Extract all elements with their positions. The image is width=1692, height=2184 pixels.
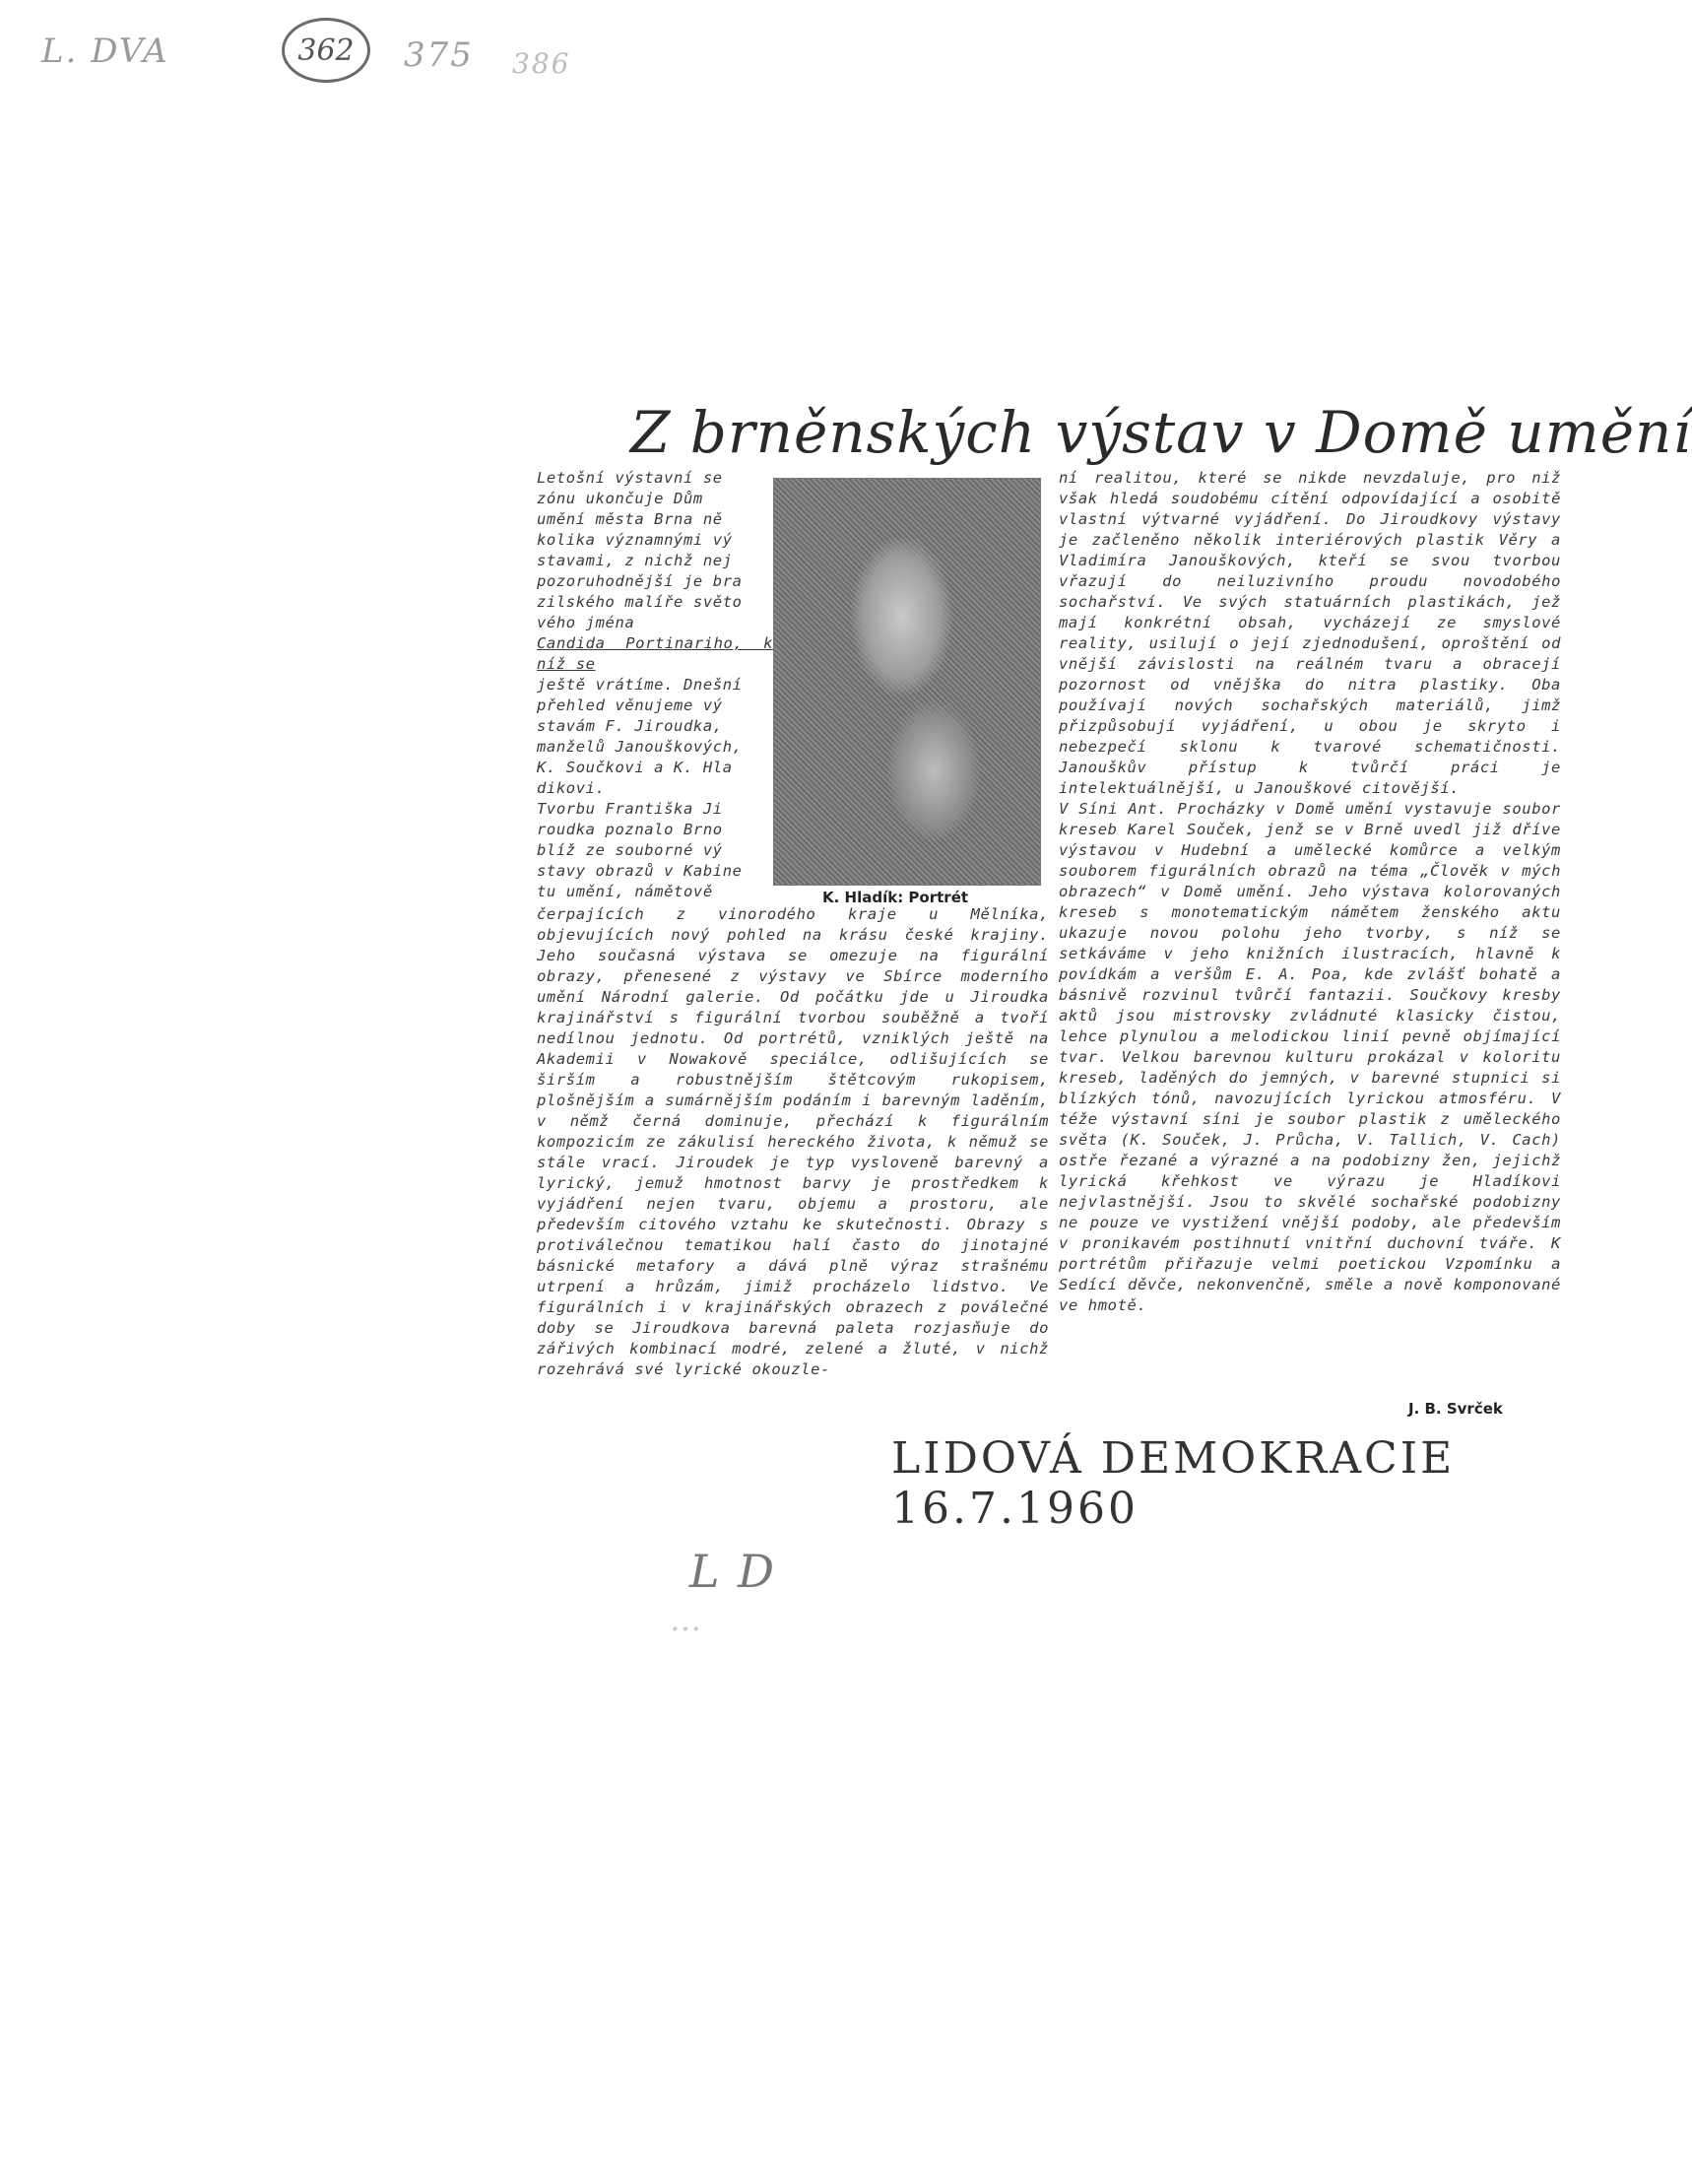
text-line: dikovi. [537,779,606,797]
text-line: blíž ze souborné vý [537,841,723,859]
portrait-photo [773,478,1041,886]
circled-number-mark [282,18,370,83]
text-fragment: vého jména [537,614,635,631]
author-signature: J. B. Svrček [1408,1400,1503,1418]
text-line: K. Součkovi a K. Hla [537,759,733,776]
handwritten-source-note: LIDOVÁ DEMOKRACIE 16.7.1960 [891,1433,1456,1534]
text-line: přehled věnujeme vý [537,696,723,714]
article-column-left-bottom [537,904,1049,1380]
text-line: stavami, z nichž nej [537,552,733,569]
text-line: Tvorbu Františka Ji [537,800,723,818]
circled-number: 362 [297,33,355,68]
text-line: stavy obrazů v Kabine [537,862,743,880]
handwritten-initials: L D [689,1545,777,1598]
text-line: Letošní výstavní se [537,469,723,487]
text-line: zilského malíře světo [537,593,743,611]
handwritten-mark-top: L. DVA [41,32,169,71]
text-line: zónu ukončuje Dům [537,490,703,507]
text-line: ještě vrátíme. Dnešní [537,676,743,694]
text-line: kolika významnými vý [537,531,733,549]
article-column-left-top [537,468,773,902]
article-column-right [1059,468,1561,1316]
handwritten-number-mark: 375 [404,35,474,75]
article-paragraph: čerpajících z vinorodého kraje u Mělníka, objevujících nový pohled na krásu české krajiny. Jeho současná výstava se omezuje na figurální obrazy, přenesené z výstavy ve Sbírce moderního umění Národní galerie. Od počátku jde u Jiroudka krajinářství s figurální tvorbou souběžně a tvoří nedílnou jednotu. Od portrétů, vzniklých ještě na Akademii v Nowakově speciálce, odlišujících se širším a robustnějším štětcovým rukopisem, plošnějším a sumárnějším podáním i barevným laděním, v němž černá dominuje, přechází k figurálním kompozicím ze zákulisí hereckého života, k němuž se stále vrací. Jiroudek je typ vysloveně barevný a lyrický, jemuž hmotnost barvy je prostředkem k vyjádření nejen tvaru, objemu a prostoru, ale především citového vztahu ke skutečnosti. Obrazy s protiválečnou tematikou halí často do jinotajné básnické metafory a dává plně výraz strašnému utrpení a hrůzám, jimiž procházelo lidstvo. Ve figurálních i v krajinářských obrazech z poválečné doby se Jiroudkova barevná paleta rozjasňuje do zářivých kombinací modré, zelené a žluté, v nichž rozehrává své lyrické okouzle- [537,905,1049,1378]
text-line: roudka poznalo Brno [537,821,723,838]
text-line: tu umění, námětově [537,883,713,900]
text-line: umění města Brna ně [537,510,723,528]
article-paragraph: ní realitou, které se nikde nevzdaluje, pro niž však hledá soudobému cítění odpovídající a osobitě vlastní výtvarné vyjádření. Do Jiroudkovy výstavy je začleněno několik interiérových plastik Věry a Vladimíra Janouškových, kteří se svou tvorbou vřazují do neiluzivního proudu novodobého sochařství. Ve svých statuárních plastikách, jež mají konkrétní obsah, vycházejí ze smyslové reality, usilují o její zjednodušení, oproštění od vnější závislosti na reálném tvaru a obracejí pozornost od vnějška do nitra plastiky. Oba používají nových sochařských materiálů, jimž přizpůsobují vyjádření, u obou je skryto i nebezpečí sklonu k tvarové schematičnosti. Janouškův přístup k tvůrčí práci je intelektuálnější, u Janouškové citovější. V Síni Ant. Procházky v Domě umění vystavuje soubor kreseb Karel Souček, jenž se v Brně uvedl již dříve výstavou v Hudební a umělecké komůrce a velkým souborem figurálních obrazů na téma „Člověk v mých obrazech“ v Domě umění. Jeho výstava kolorovaných kreseb s monotematickým námětem ženského aktu ukazuje novou polohu jeho tvorby, s níž se setkáváme v jeho knižních ilustracích, hlavně k povídkám a veršům E. A. Poa, kde zvlášť bohatě a básnivě rozvinul tvůrčí fantazii. Součkovy kresby aktů jsou mistrovsky zvládnuté klasicky čistou, lehce plynulou a melodickou linií pevně objímající tvar. Velkou barevnou kulturu prokázal v koloritu kreseb, laděných do jemných, v barevné stupnici si blízkých tónů, navozujících lyrickou atmosféru. V téže výstavní síni je soubor plastik z uměleckého světa (K. Souček, J. Průcha, V. Tallich, V. Cach) ostře řezané a výrazné a na podobizny žen, jejichž lyrická křehkost ve výrazu je Hladíkovi nejvlastnější. Jsou to skvělé sochařské podobizny ne pouze ve vystižení vnější podoby, ale především v pronikavém postihnutí vnitřní duchovní tváře. K portrétům přiřazuje velmi poetickou Vzpomínku a Sedící děvče, nekonvenčně, směle a nově komponované ve hmotě. [1059,469,1561,1314]
photo-caption: K. Hladík: Portrét [822,889,969,906]
text-line [537,613,773,633]
text-line-underlined-name: Candida Portinariho, k níž se [537,634,773,673]
handwritten-faint-mark: … [670,1601,703,1638]
text-line: pozoruhodnější je bra [537,572,743,590]
text-line: manželů Janouškových, [537,738,743,756]
handwritten-number-mark-faint: 386 [512,47,571,80]
text-line: stavám F. Jiroudka, [537,717,723,735]
article-headline: Z brněnských výstav v Domě umění [630,399,1692,466]
